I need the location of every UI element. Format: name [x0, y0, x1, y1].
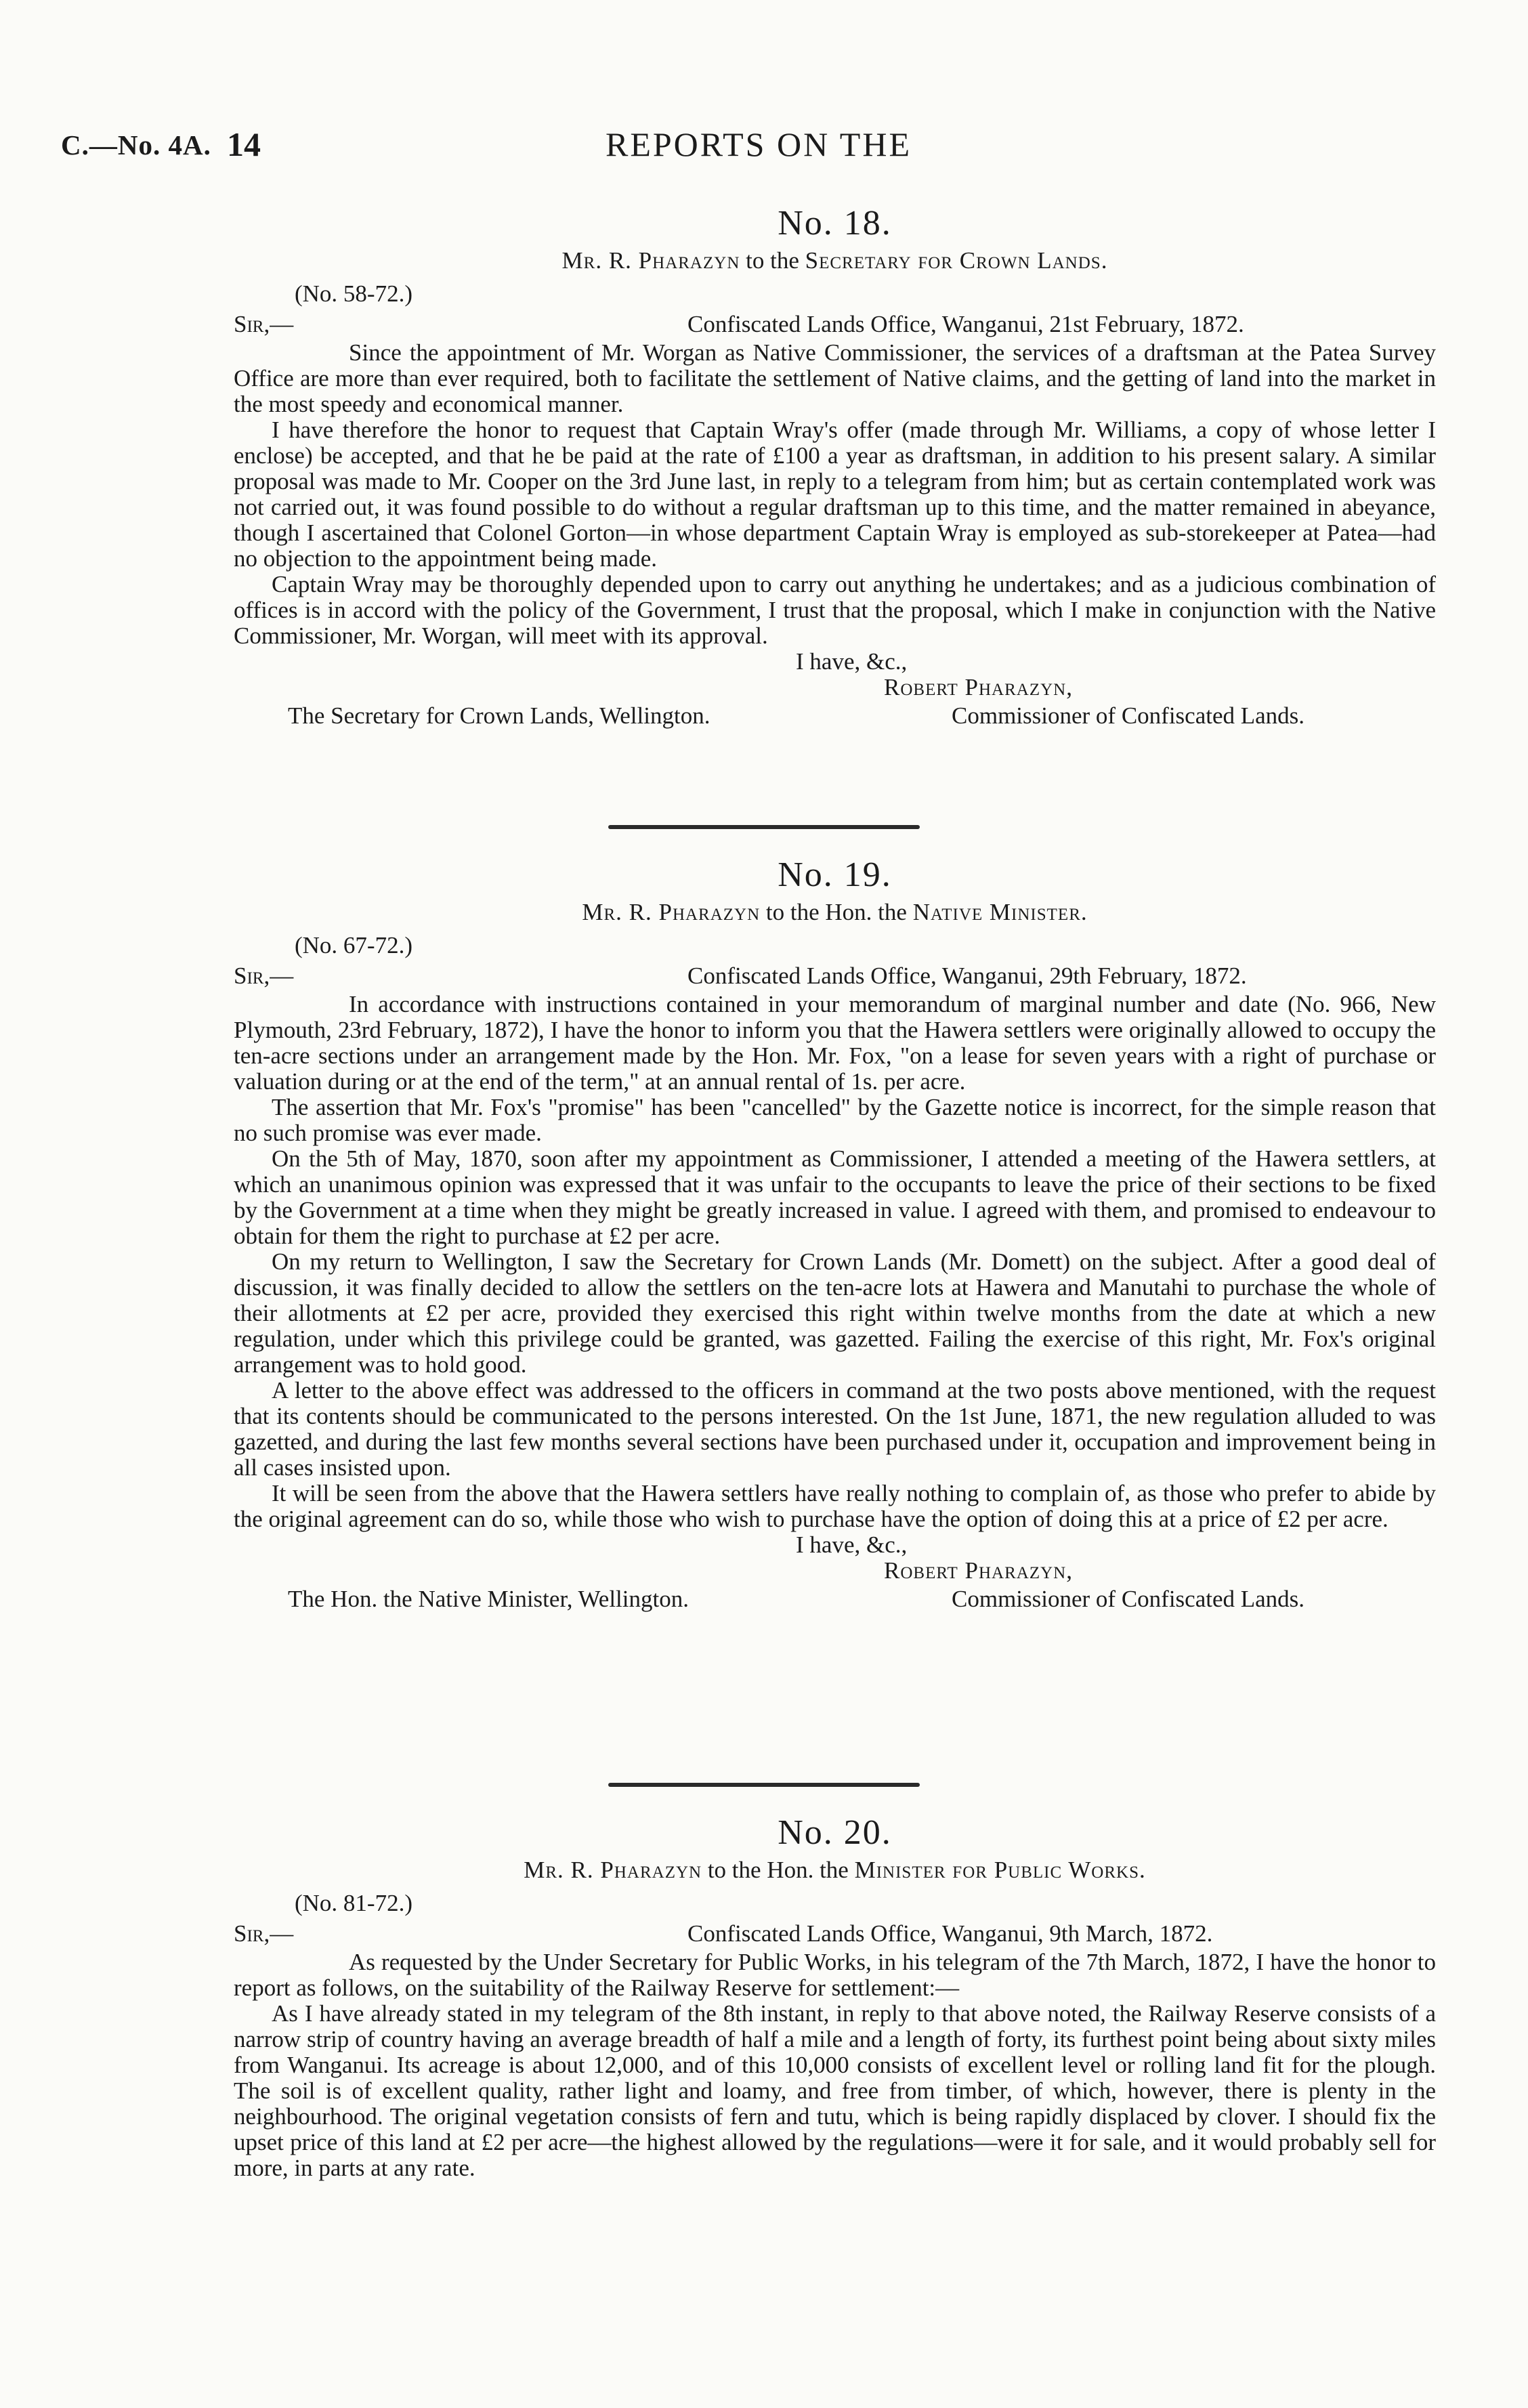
letter-body [234, 992, 1436, 1532]
signatory: Robert Pharazyn, [884, 674, 1073, 700]
letter-number: No. 19. [778, 856, 892, 894]
letter-to: Native Minister. [912, 899, 1088, 925]
letter-to-prefix: to the Hon. the [707, 1857, 849, 1883]
salutation: Sir,— [234, 963, 294, 989]
paragraph: On the 5th of May, 1870, soon after my appointment as Commissioner, I attended a meeting of the Hawera settlers, at which an unanimous opinion was expressed that it was unfair to the occupants to leave the price of their sections to be fixed by the Government at a time when they might be greatly increased in value. I agreed with them, and promised to endeavour to obtain for them the right to purchase at £2 per acre. [234, 1145, 1436, 1249]
letter-ref: (No. 67-72.) [295, 932, 412, 958]
letter-to-prefix: to the [746, 247, 799, 274]
paragraph: Captain Wray may be thoroughly depended upon to carry out anything he undertakes; and as a judicious combination of offices is in accord with the policy of the Government, I trust that the proposal, which I make in conjunction with the Native Commissioner, Mr. Worgan, will meet with its approval. [234, 571, 1436, 649]
letter-number: No. 20. [778, 1813, 892, 1852]
letter-no-20 [234, 1813, 1436, 2181]
signatory-title: Commissioner of Confiscated Lands. [952, 702, 1305, 729]
paragraph: The assertion that Mr. Fox's "promise" has been "cancelled" by the Gazette notice is incorrect, for the simple reason that no such promise was ever made. [234, 1094, 1436, 1146]
paragraph: Since the appointment of Mr. Worgan as Native Commissioner, the services of a draftsman at the Patea Survey Office are more than ever required, both to facilitate the settlement of Native claims, and the getting of land into the market in the most speedy and economical manner. [234, 339, 1436, 417]
closing: I have, &c., [796, 648, 908, 675]
addressee: The Hon. the Native Minister, Wellington. [288, 1586, 689, 1612]
addressee: The Secretary for Crown Lands, Wellington. [288, 702, 710, 729]
place-date: Confiscated Lands Office, Wanganui, 9th March, 1872. [687, 1920, 1213, 1947]
salutation-line [234, 312, 1436, 340]
salutation-line [234, 1921, 1436, 1949]
section-divider [608, 825, 920, 829]
letter-ref: (No. 81-72.) [295, 1890, 412, 1916]
letter-no-19 [234, 855, 1436, 1641]
place-date: Confiscated Lands Office, Wanganui, 21st February, 1872. [687, 311, 1244, 337]
place-date: Confiscated Lands Office, Wanganui, 29th February, 1872. [687, 963, 1247, 989]
salutation: Sir,— [234, 1920, 294, 1947]
running-title: REPORTS ON THE [605, 125, 912, 163]
letter-body [234, 1949, 1436, 2181]
letter-to-prefix: to the Hon. the [765, 899, 907, 925]
paragraph: As requested by the Under Secretary for Public Works, in his telegram of the 7th March, 1872, I have the honor to report as follows, on the suitability of the Railway Reserve for settlement:— [234, 1949, 1436, 2001]
letter-route [234, 247, 1436, 275]
signatory: Robert Pharazyn, [884, 1557, 1073, 1584]
signatory-title: Commissioner of Confiscated Lands. [952, 1586, 1305, 1612]
letter-body [234, 340, 1436, 649]
letter-from: Mr. R. Pharazyn [524, 1857, 702, 1883]
letter-route [234, 1856, 1436, 1884]
paragraph: As I have already stated in my telegram of the 8th instant, in reply to that above noted, the Railway Reserve consists of a narrow strip of country having an average breadth of half a mile and a length of forty, its furthest point being about sixty miles from Wanganui. Its acreage is about 12,000, and of this 10,000 consists of excellent level or rolling land fit for the plough. The soil is of excellent quality, rather light and loamy, and free from timber, of which, however, there is plenty in the neighbourhood. The original vegetation consists of fern and tutu, which is being rapidly displaced by clover. I should fix the upset price of this land at £2 per acre—the highest allowed by the regulations—were it for sale, and it would probably sell for more, in parts at any rate. [234, 2000, 1436, 2181]
paragraph: A letter to the above effect was addressed to the officers in command at the two posts above mentioned, with the request that its contents should be communicated to the persons interested. On the 1st June, 1871, the new regulation alluded to was gazetted, and during the last few months several sections have been purchased under it, occupation and improvement being in all cases insisted upon. [234, 1377, 1436, 1481]
salutation-line [234, 963, 1436, 992]
letter-to: Secretary for Crown Lands. [805, 247, 1108, 274]
paragraph: In accordance with instructions contained in your memorandum of marginal number and date (No. 966, New Plymouth, 23rd February, 1872), I have the honor to inform you that the Hawera settlers were originally allowed to occupy the ten-acre sections under an arrangement made by the Hon. Mr. Fox, "on a lease for seven years with a right of purchase or valuation during or at the end of the term," at an annual rental of 1s. per acre. [234, 991, 1436, 1095]
page-number: 14 [227, 125, 261, 163]
document-reference: C.—No. 4A. [61, 129, 211, 161]
letter-to: Minister for Public Works. [854, 1857, 1146, 1883]
letter-route [234, 898, 1436, 927]
paragraph: It will be seen from the above that the Hawera settlers have really nothing to complain of, as those who prefer to abide by the original agreement can do so, while those who wish to purchase have the option of doing this at a price of £2 per acre. [234, 1480, 1436, 1532]
page-header [61, 125, 1456, 176]
signature-block [234, 1532, 1436, 1641]
letter-number: No. 18. [778, 204, 892, 242]
letter-no-18 [234, 203, 1436, 757]
letter-from: Mr. R. Pharazyn [561, 247, 740, 274]
paragraph: On my return to Wellington, I saw the Secretary for Crown Lands (Mr. Domett) on the subject. After a good deal of discussion, it was finally decided to allow the settlers on the ten-acre lots at Hawera and Manutahi to purchase the whole of their allotments at £2 per acre, provided they exercised this right within twelve months from the date at which a new regulation, under which this privilege could be granted, was gazetted. Failing the exercise of this right, Mr. Fox's original arrangement was to hold good. [234, 1248, 1436, 1378]
salutation: Sir,— [234, 311, 294, 337]
closing: I have, &c., [796, 1532, 908, 1558]
paragraph: I have therefore the honor to request that Captain Wray's offer (made through Mr. Williams, a copy of whose letter I enclose) be accepted, and that he be paid at the rate of £100 a year as draftsman, in addition to his present salary. A similar proposal was made to Mr. Cooper on the 3rd June last, in reply to a telegram from him; but as certain contemplated work was not carried out, it was found possible to do without a regular draftsman up to this time, and the matter remained in abeyance, though I ascertained that Colonel Gorton—in whose department Captain Wray is employed as sub-storekeeper at Patea—had no objection to the appointment being made. [234, 417, 1436, 572]
letter-from: Mr. R. Pharazyn [582, 899, 761, 925]
section-divider [608, 1783, 920, 1787]
letter-ref: (No. 58-72.) [295, 280, 412, 307]
signature-block [234, 649, 1436, 757]
